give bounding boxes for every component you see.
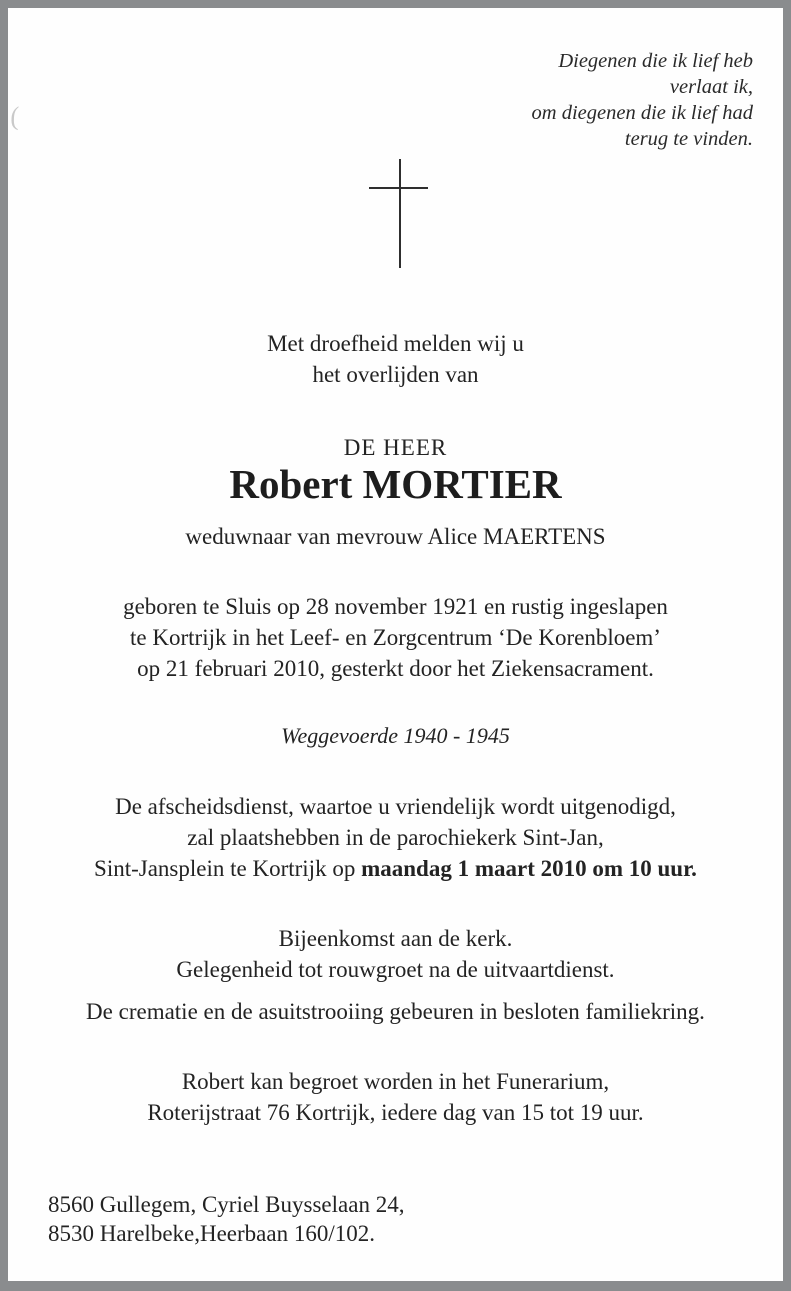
salutation: DE HEER xyxy=(343,435,448,460)
funeral-service-paragraph xyxy=(8,791,783,884)
poem-line: verlaat ik, xyxy=(669,76,753,98)
deceased-name: Robert MORTIER xyxy=(229,461,562,507)
opening-poem xyxy=(532,48,753,152)
gathering-line: Bijeenkomst aan de kerk. xyxy=(278,926,513,951)
cremation-line: De crematie en de asuitstrooiing gebeuren in besloten familiekring. xyxy=(86,999,705,1024)
service-line xyxy=(8,853,783,884)
poem-line: terug te vinden. xyxy=(624,128,753,150)
announcement-intro xyxy=(8,328,783,390)
gathering-paragraph xyxy=(8,923,783,985)
life-line: te Kortrijk in het Leef- en Zorgcentrum ‘De Korenbloem’ xyxy=(130,625,661,650)
scan-artifact: ( xyxy=(7,101,21,132)
gathering-line: Gelegenheid tot rouwgroet na de uitvaartdienst. xyxy=(176,957,615,982)
cross-icon xyxy=(8,159,783,269)
life-dates-paragraph xyxy=(8,591,783,684)
life-line: geboren te Sluis op 28 november 1921 en rustig ingeslapen xyxy=(123,594,668,619)
intro-line: Met droefheid melden wij u xyxy=(267,331,524,356)
relation-line: weduwnaar van mevrouw Alice MAERTENS xyxy=(185,524,606,549)
service-line-normal: Sint-Jansplein te Kortrijk op xyxy=(94,856,362,881)
service-line: zal plaatshebben in de parochiekerk Sint-Jan, xyxy=(187,825,604,850)
family-addresses xyxy=(48,1190,404,1248)
poem-line: Diegenen die ik lief heb xyxy=(558,50,753,72)
life-line: op 21 februari 2010, gesterkt door het Ziekensacrament. xyxy=(137,656,654,681)
cross-vertical-bar xyxy=(399,159,401,268)
address-line: 8560 Gullegem, Cyriel Buysselaan 24, xyxy=(48,1192,405,1217)
visitation-paragraph xyxy=(8,1066,783,1128)
address-line: 8530 Harelbeke,Heerbaan 160/102. xyxy=(48,1221,375,1246)
service-datetime: maandag 1 maart 2010 om 10 uur. xyxy=(361,856,697,881)
poem-line: om diegenen die ik lief had xyxy=(531,102,753,124)
intro-line: het overlijden van xyxy=(312,362,479,387)
service-line: De afscheidsdienst, waartoe u vriendelijk wordt uitgenodigd, xyxy=(115,794,676,819)
visitation-line: Roterijstraat 76 Kortrijk, iedere dag van 15 tot 19 uur. xyxy=(147,1100,644,1125)
visitation-line: Robert kan begroet worden in het Funerarium, xyxy=(181,1069,610,1094)
honorific-line: Weggevoerde 1940 - 1945 xyxy=(281,723,510,748)
cross-horizontal-bar xyxy=(369,187,428,189)
